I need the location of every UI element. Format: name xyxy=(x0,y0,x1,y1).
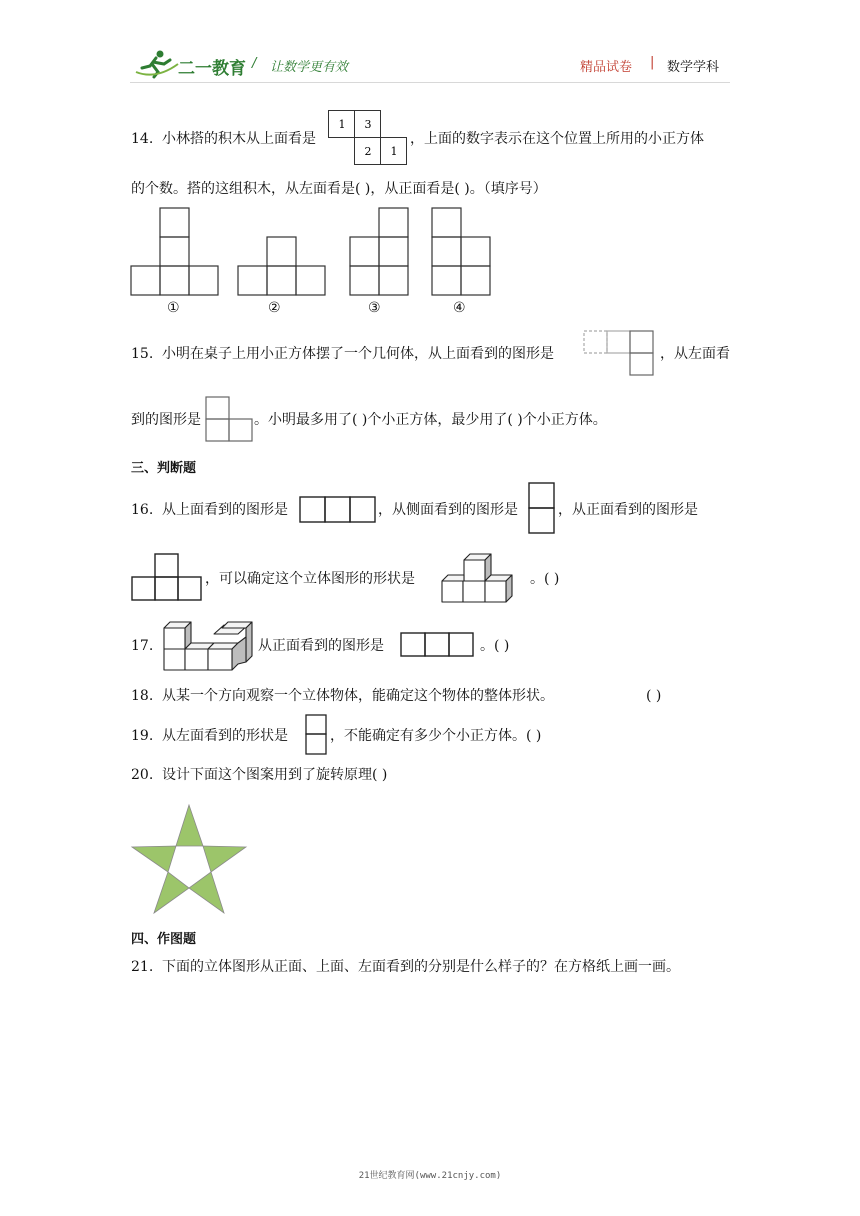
q16-solid-figure xyxy=(440,550,520,606)
q17-front-view-figure xyxy=(400,632,476,658)
q14-top-view-grid xyxy=(328,110,408,166)
q18-answer-paren: ( ) xyxy=(646,688,662,704)
q14-option-4-figure xyxy=(431,207,493,297)
q16-line2-a: ，可以确定这个立体图形的形状是 xyxy=(205,571,415,587)
tag-subject: 数学学科 xyxy=(667,60,720,75)
q14-number: 14. xyxy=(131,131,154,147)
q14-grid-number: 1 xyxy=(390,145,398,158)
q15-line2-b: 。小明最多用了( )个小正方体，最少用了( )个小正方体。 xyxy=(254,412,607,428)
q14-option-3-label: ③ xyxy=(368,300,381,316)
q16-top-view-figure xyxy=(299,496,377,524)
q16-text-a: 从上面看到的图形是 xyxy=(162,502,288,518)
q14-option-4-label: ④ xyxy=(453,300,466,316)
q14-option-1-label: ① xyxy=(167,300,180,316)
q21-text: 下面的立体图形从正面、上面、左面看到的分别是什么样子的？在方格纸上画一画。 xyxy=(162,959,680,975)
runner-logo-icon xyxy=(136,50,178,78)
q19-left-view-figure xyxy=(305,714,329,756)
q14-line2: 的个数。搭的这组积木，从左面看是( )，从正面看是( )。（填序号） xyxy=(131,181,547,197)
q18-number: 18. xyxy=(131,688,154,704)
q16-front-view-figure xyxy=(132,553,204,601)
q14-option-2-figure xyxy=(237,236,327,298)
q16-text-b: ，从侧面看到的图形是 xyxy=(378,502,518,518)
q14-option-2-label: ② xyxy=(268,300,281,316)
q15-line2-a: 到的图形是 xyxy=(131,412,201,428)
q14-text-b: ，上面的数字表示在这个位置上所用的小正方体 xyxy=(410,131,704,147)
q16-line2-b: 。( ) xyxy=(530,571,560,587)
q20-text: 设计下面这个图案用到了旋转原理( ) xyxy=(162,767,388,783)
section-title-judgement: 三、判断题 xyxy=(131,461,197,476)
q14-grid-number: 1 xyxy=(338,118,346,131)
q17-solid-figure xyxy=(162,620,258,672)
q15-text-a: 小明在桌子上用小正方体摆了一个几何体，从上面看到的图形是 xyxy=(162,346,554,362)
q14-grid-number: 2 xyxy=(364,145,372,158)
logo-text: 二一教育 xyxy=(178,59,246,79)
q14-option-1-figure xyxy=(130,207,220,297)
q19-text-a: 从左面看到的形状是 xyxy=(162,728,288,744)
q15-top-view-figure xyxy=(583,330,655,376)
q19-number: 19. xyxy=(131,728,154,744)
tag-separator: | xyxy=(650,55,655,70)
q15-left-view-figure xyxy=(205,396,253,442)
q17-text-b: 。( ) xyxy=(480,638,510,654)
footer-source: 21世纪教育网(www.21cnjy.com) xyxy=(358,1171,502,1181)
q19-text-b: ，不能确定有多少个小正方体。( ) xyxy=(330,728,542,744)
q16-side-view-figure xyxy=(528,482,556,536)
q17-number: 17. xyxy=(131,638,154,654)
header-rule xyxy=(130,82,730,83)
section-title-drawing: 四、作图题 xyxy=(131,932,197,947)
q20-star-pattern xyxy=(131,805,249,917)
slogan: 让数学更有效 xyxy=(270,60,349,75)
q14-option-3-figure xyxy=(349,207,411,297)
q14-grid-number: 3 xyxy=(364,118,372,131)
q20-number: 20. xyxy=(131,767,154,783)
tag-quality-paper: 精品试卷 xyxy=(580,60,633,75)
q14-text-a: 小林搭的积木从上面看是 xyxy=(162,131,316,147)
q17-text-a: 从正面看到的图形是 xyxy=(258,638,384,654)
q21-number: 21. xyxy=(131,959,154,975)
q15-number: 15. xyxy=(131,346,154,362)
q15-text-b: ，从左面看 xyxy=(660,346,730,362)
slogan-separator: / xyxy=(252,56,257,71)
q16-number: 16. xyxy=(131,502,154,518)
q18-text: 从某一个方向观察一个立体物体，能确定这个物体的整体形状。 xyxy=(162,688,554,704)
q16-text-c: ，从正面看到的图形是 xyxy=(558,502,698,518)
